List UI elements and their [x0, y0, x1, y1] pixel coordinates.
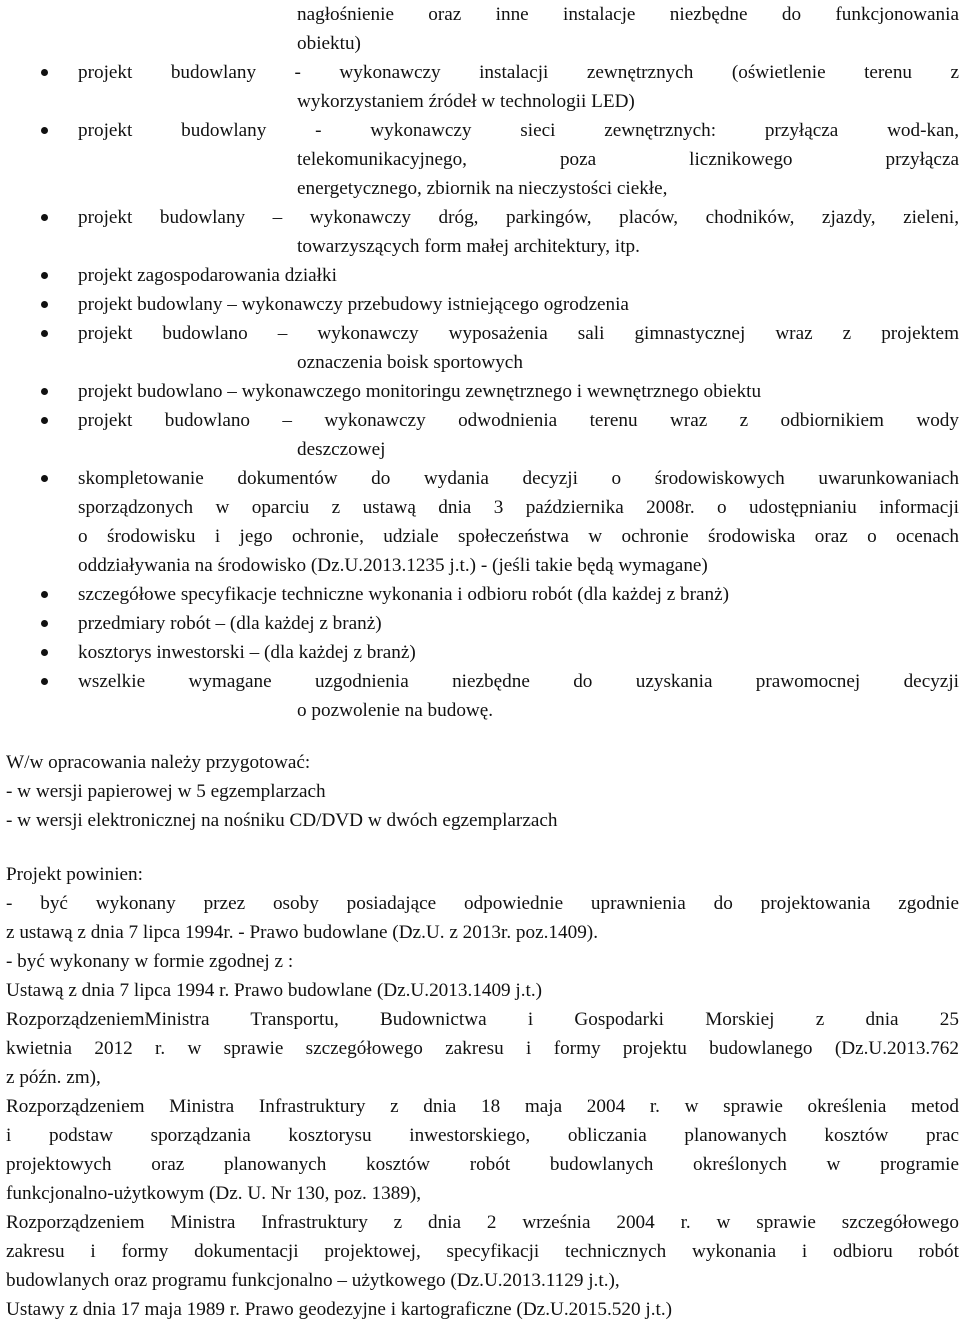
text-line: deszczowej — [297, 439, 386, 460]
list-item — [0, 377, 959, 406]
text-line: o pozwolenie na budowę. — [297, 700, 494, 721]
text-line: sporządzonych w oparciu z ustawą dnia 3 października 2008r. o udostępnianiu informacji — [78, 497, 959, 518]
list-item — [0, 203, 959, 261]
text-line: projekt budowlano – wykonawczy odwodnienia terenu wraz z odbiornikiem wody — [78, 410, 959, 431]
text-line: oddziaływania na środowisko (Dz.U.2013.1235 j.t.) - (jeśli takie będą wymagane) — [78, 555, 708, 576]
text-line: projekt budowlany – wykonawczy przebudowy istniejącego ogrodzenia — [78, 294, 629, 315]
list-item — [0, 116, 959, 203]
list-item — [0, 609, 959, 638]
bullet-icon — [41, 330, 48, 337]
text-line: skompletowanie dokumentów do wydania decyzji o środowiskowych uwarunkowaniach — [78, 468, 959, 489]
text-line: szczegółowe specyfikacje techniczne wykonania i odbioru robót (dla każdej z branż) — [78, 584, 730, 605]
list-item — [0, 667, 959, 725]
text-line: budowlanych oraz programu funkcjonalno – użytkowego (Dz.U.2013.1129 j.t.), — [6, 1270, 620, 1291]
text-line: projekt budowlany - wykonawczy sieci zewnętrznych: przyłącza wod-kan, — [78, 120, 959, 141]
text-line: - być wykonany przez osoby posiadające odpowiednie uprawnienia do projektowania zgodnie — [6, 893, 959, 914]
project-section — [6, 860, 959, 1324]
bullet-icon — [41, 214, 48, 221]
list-item — [0, 638, 959, 667]
list-item — [0, 261, 959, 290]
text-line: projekt budowlano – wykonawczego monitoringu zewnętrznego i wewnętrznego obiektu — [78, 381, 762, 402]
text-line: kosztorys inwestorski – (dla każdej z branż) — [78, 642, 416, 663]
bullet-icon — [41, 301, 48, 308]
text-line: projektowych oraz planowanych kosztów robót budowlanych określonych w programie — [6, 1154, 959, 1175]
text-line: wykorzystaniem źródeł w technologii LED) — [297, 91, 635, 112]
text-line: Ustawy z dnia 17 maja 1989 r. Prawo geodezyjne i kartograficzne (Dz.U.2015.520 j.t.) — [6, 1299, 673, 1320]
text-line: - być wykonany w formie zgodnej z : — [6, 951, 294, 972]
text-line: przedmiary robót – (dla każdej z branż) — [78, 613, 382, 634]
text-line: obiektu) — [297, 33, 361, 54]
bullet-icon — [41, 649, 48, 656]
section-heading: W/w opracowania należy przygotować: — [6, 752, 311, 773]
text-line: Rozporządzeniem Ministra Infrastruktury z dnia 18 maja 2004 r. w sprawie określenia metod — [6, 1096, 959, 1117]
text-line: energetycznego, zbiornik na nieczystości ciekłe, — [297, 178, 668, 199]
bullet-list — [0, 58, 960, 725]
text-line: RozporządzeniemMinistra Transportu, Budownictwa i Gospodarki Morskiej z dnia 25 — [6, 1009, 959, 1030]
preparation-section — [6, 748, 959, 835]
bullet-icon — [41, 417, 48, 424]
text-line: z ustawą z dnia 7 lipca 1994r. - Prawo budowlane (Dz.U. z 2013r. poz.1409). — [6, 922, 598, 943]
list-item — [0, 290, 959, 319]
text-line: projekt budowlany - wykonawczy instalacji zewnętrznych (oświetlenie terenu z — [78, 62, 959, 83]
bullet-icon — [41, 620, 48, 627]
text-line: wszelkie wymagane uzgodnienia niezbędne do uzyskania prawomocnej decyzji — [78, 671, 959, 692]
bullet-icon — [41, 69, 48, 76]
section-heading: Projekt powinien: — [6, 864, 143, 885]
text-line: Rozporządzeniem Ministra Infrastruktury z dnia 2 września 2004 r. w sprawie szczegółowego — [6, 1212, 959, 1233]
text-line: z późn. zm), — [6, 1067, 101, 1088]
text-line: oznaczenia boisk sportowych — [297, 352, 523, 373]
text-line: o środowisku i jego ochronie, udziale społeczeństwa w ochronie środowiska oraz o ocenach — [78, 526, 959, 547]
bullet-icon — [41, 388, 48, 395]
text-line: projekt zagospodarowania działki — [78, 265, 337, 286]
text-line: projekt budowlany – wykonawczy dróg, parkingów, placów, chodników, zjazdy, zieleni, — [78, 207, 959, 228]
text-line: kwietnia 2012 r. w sprawie szczegółowego zakresu i formy projektu budowlanego (Dz.U.2013.762 — [6, 1038, 959, 1059]
bullet-icon — [41, 678, 48, 685]
intro-continuation — [297, 0, 959, 58]
text-line: towarzyszących form małej architektury, itp. — [297, 236, 640, 257]
text-line: telekomunikacyjnego, poza licznikowego przyłącza — [297, 149, 959, 170]
text-line: projekt budowlano – wykonawczy wyposażenia sali gimnastycznej wraz z projektem — [78, 323, 959, 344]
text-line: Ustawą z dnia 7 lipca 1994 r. Prawo budowlane (Dz.U.2013.1409 j.t.) — [6, 980, 543, 1001]
text-line: funkcjonalno-użytkowym (Dz. U. Nr 130, poz. 1389), — [6, 1183, 422, 1204]
text-line: nagłośnienie oraz inne instalacje niezbędne do funkcjonowania — [297, 4, 959, 25]
bullet-icon — [41, 272, 48, 279]
text-line: - w wersji elektronicznej na nośniku CD/DVD w dwóch egzemplarzach — [6, 810, 558, 831]
list-item — [0, 406, 959, 464]
list-item — [0, 580, 959, 609]
text-line: - w wersji papierowej w 5 egzemplarzach — [6, 781, 326, 802]
bullet-icon — [41, 475, 48, 482]
bullet-icon — [41, 127, 48, 134]
text-line: zakresu i formy dokumentacji projektowej, specyfikacji technicznych wykonania i odbioru robót — [6, 1241, 959, 1262]
text-line: i podstaw sporządzania kosztorysu inwestorskiego, obliczania planowanych kosztów prac — [6, 1125, 959, 1146]
list-item — [0, 319, 959, 377]
bullet-icon — [41, 591, 48, 598]
list-item — [0, 464, 959, 580]
list-item — [0, 58, 959, 116]
